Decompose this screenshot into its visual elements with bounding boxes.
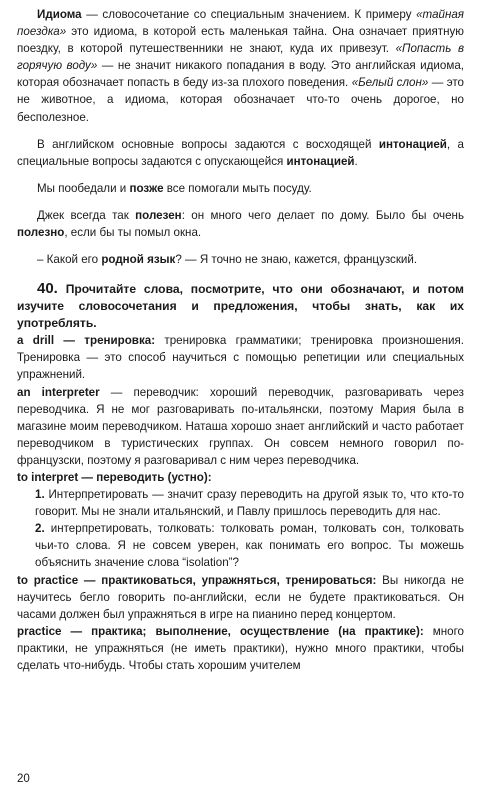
text: Мы пообедали и xyxy=(37,181,130,195)
entry-drill xyxy=(17,332,464,383)
text: ? — Я точно не знаю, кажется, французский. xyxy=(175,253,418,267)
text: — не значит никакого попадания в воду. Это английская идиома, которая обозначает попасть в беду из-за плохого поведения. xyxy=(17,59,464,90)
keyword: родной язык xyxy=(101,253,176,267)
entry-interpreter xyxy=(17,384,464,469)
keyword: полезен xyxy=(135,208,182,222)
text: , а специальные вопросы задаются с опускающейся xyxy=(17,137,465,168)
entry-head: an interpreter xyxy=(17,385,100,399)
paragraph-later xyxy=(17,180,464,197)
keyword: полезно xyxy=(17,226,65,240)
text: все помогали мыть посуду. xyxy=(163,181,312,195)
sense-number: 2. xyxy=(35,522,45,536)
entry-definition: Вы никогда не научитесь бегло говорить по-английски, если не будете практиковаться. Он часами должен был упражняться в игре на пианино перед концертом. xyxy=(17,573,465,621)
text: В английском основные вопросы задаются с восходящей xyxy=(37,137,379,151)
entry-head: to practice — практиковаться, упражняться, тренироваться: xyxy=(17,573,377,587)
text: – Какой его xyxy=(37,253,102,267)
entry-interpret xyxy=(17,469,464,572)
text: это идиома, в которой есть маленькая тайна. Она означает приятную поездку, в которой путешественники не знают, куда их привезут. xyxy=(17,25,464,56)
entry-practice-noun xyxy=(17,623,464,674)
entry-definition: много практики, не упражняться (не иметь практики), нужно много практики, чтобы сделать что-нибудь. Чтобы стать хорошим учителем xyxy=(17,624,464,672)
exercise-instruction: Прочитайте слова, посмотрите, что они обозначают, и потом изучите словосочетания и предложения, чтобы знать, как их употреблять. xyxy=(17,282,464,331)
entry-head: a drill — тренировка: xyxy=(17,334,156,348)
keyword: позже xyxy=(129,181,164,195)
sense-text: интерпретировать, толковать: толковать роман, толковать сон, толковать чьи-то слова. Я не совсем уверен, как понимать его вопрос. Ты можешь объяснить значение слова “isolation”? xyxy=(35,522,464,570)
page-number: 20 xyxy=(17,773,30,785)
idiom-example: «Белый слон» xyxy=(351,76,429,90)
entry-definition: — переводчик: хороший переводчик, разговаривать через переводчика. Я не мог разговаривать по-итальянски, поэтому Мария была в магазине моим переводчиком. Наташа хорошо знает английский и часто работает переводчиком в туристических группах. Он совсем немного говорил по-французски, поэтому я разговаривал с ним через переводчика. xyxy=(17,385,464,467)
keyword: интонацией xyxy=(286,154,355,168)
text: . xyxy=(354,154,358,168)
entry-sense xyxy=(17,520,464,571)
entry-practice-verb xyxy=(17,572,464,623)
text: , если бы ты помыл окна. xyxy=(64,226,202,240)
text: — это не животное, а идиома, которая обозначает что-то очень дорогое, но бесполезное. xyxy=(17,76,465,124)
sense-text: Интерпретировать — значит сразу переводить на другой язык то, что кто-то говорит. Мы не знали итальянский, и Павлу пришлось переводить для нас. xyxy=(35,488,464,519)
text: — словосочетание со специальным значением. К примеру xyxy=(81,8,417,21)
idiom-example: «Попасть в горячую воду» xyxy=(17,42,464,73)
exercise-heading xyxy=(17,280,464,332)
keyword: интонацией xyxy=(378,137,447,151)
idiom-example: «тайная поездка» xyxy=(17,8,464,39)
text: Джек всегда так xyxy=(37,208,136,222)
entry-sense xyxy=(17,486,464,520)
entry-head: practice — практика; выполнение, осуществление (на практике): xyxy=(17,624,424,638)
exercise-number: 40. xyxy=(37,280,58,298)
paragraph-native-language xyxy=(17,251,464,268)
sense-number: 1. xyxy=(35,488,45,502)
paragraph-idiom xyxy=(17,6,464,126)
term-idiom: Идиома xyxy=(37,8,82,21)
text: : он много чего делает по дому. Было бы очень xyxy=(181,208,464,222)
entry-head: to interpret — переводить (устно): xyxy=(17,470,212,484)
entry-definition: тренировка грамматики; тренировка произношения. Тренировка — это способ научиться с помощью репетиции или специальных упражнений. xyxy=(17,334,464,382)
paragraph-intonation xyxy=(17,136,464,170)
paragraph-useful xyxy=(17,207,464,241)
